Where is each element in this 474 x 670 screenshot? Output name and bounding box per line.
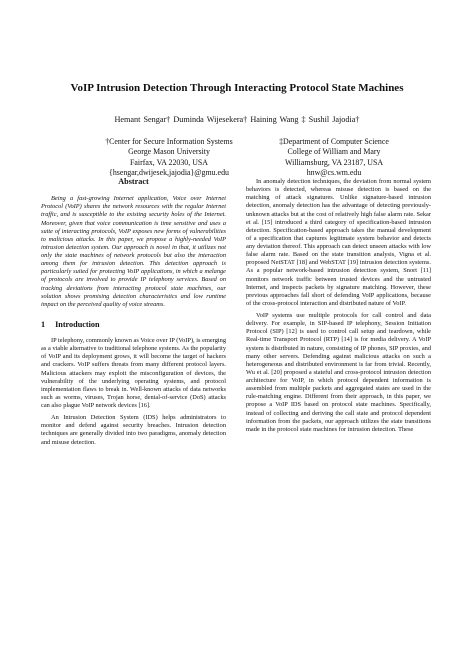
- affiliation-line: †Center for Secure Information Systems: [105, 137, 233, 146]
- section-title: Introduction: [55, 319, 100, 329]
- abstract-section: [41, 178, 226, 309]
- affiliation-line: ‡Department of Computer Science: [279, 137, 389, 146]
- section-number: 1: [41, 319, 46, 329]
- body-paragraph: IP telephony, commonly known as Voice over IP (VoIP), is emerging as a viable alternative to traditional telephone systems. As the popularity of VoIP and its deployment grows, it will become the target of hackers and crackers. VoIP suffers threats from many different protocol layers. Malicious attackers may exploit the misconfiguration of devices, the vulnerability of the underlying operating systems, and protocol implementation flaws to break in. Well-known attacks of data networks such as worms, viruses, Trojan horse, denial-of-service (DoS) attacks can also plague VoIP network devices [16].: [41, 337, 226, 409]
- author-list: Hemant Sengar† Duminda Wijesekera† Haining Wang ‡ Sushil Jajodia†: [114, 115, 360, 124]
- body-paragraph: An Intrusion Detection System (IDS) helps administrators to monitor and defend against security breaches. Intrusion detection techniques are generally divided into two paradigms, anomaly detection and misuse detection.: [41, 414, 226, 446]
- affiliation-line: College of William and Mary: [287, 147, 381, 157]
- section-heading-introduction: [41, 321, 226, 329]
- right-column: [246, 178, 431, 434]
- left-column: [41, 178, 226, 447]
- affiliation-line: Fairfax, VA 22030, USA: [130, 157, 208, 167]
- abstract-heading: Abstract: [118, 177, 149, 186]
- affiliation-line: George Mason University: [128, 147, 210, 157]
- abstract-text: Being a fast-growing Internet application, Voice over Internet Protocol (VoIP) shares the network resources with the regular Internet traffic, and is susceptible to the existing security holes of the Internet. Moreover, given that voice communication is time sensitive and uses a suite of interacting protocols, VoIP exposes new forms of vulnerabilities to malicious attacks. In this paper, we propose a highly-needed VoIP intrusion detection system. Our approach is novel in that, it utilizes not only the state machines of network protocols but also the interaction among them for intrusion detection. This detection approach is particularly suited for protecting VoIP applications, in which a melange of protocols are involved to provide IP telephony services. Based on tracking deviations from interacting protocol state machines, our solution shows promising detection characteristics and low runtime impact on the perceived quality of voice streams.: [41, 195, 226, 308]
- affiliation-wm: [244, 137, 424, 178]
- affiliation-line: Williamsburg, VA 23187, USA: [284, 157, 384, 167]
- affiliation-gmu: [74, 137, 264, 178]
- affiliation-email: {hsengar,dwijesek,jajodia}@gmu.edu: [109, 167, 229, 177]
- affiliation-email: hnw@cs.wm.edu: [306, 167, 362, 177]
- body-paragraph: In anomaly detection techniques, the deviation from normal system behaviors is detected, whereas misuse detection is based on the matching of attack signatures. Unlike signature-based intrusion detection, anomaly detection has the advantage of detecting previously-unknown attacks but at the cost of relatively high false alarm rate. Sekar et al. [15] introduced a third category of specification-based intrusion detection. Specification-based approach takes the manual development of a specification that captures legitimate system behavior and detects any deviation thereof. This approach can detect unseen attacks with low false alarm rate. Based on the state transition analysis, Vigna et al. proposed NetSTAT [18] and WebSTAT [19] intrusion detection systems. As a popular network-based intrusion detection system, Snort [11] monitors network traffic between trusted devices and the untrusted Internet, and inspects packets by signature matching. However, these previous approaches fall short of defending VoIP applications, because of the cross-protocol interaction and distributed nature of VoIP.: [246, 178, 431, 307]
- paper-title: VoIP Intrusion Detection Through Interacting Protocol State Machines: [70, 82, 404, 94]
- body-paragraph: VoIP systems use multiple protocols for call control and data delivery. For example, in SIP-based IP telephony, Session Initiation Protocol (SIP) [12] is used to control call setup and teardown, while Real-time Transport Protocol (RTP) [14] is for media delivery. A VoIP system is distributed in nature, consisting of IP phones, SIP proxies, and many other servers. Defending against malicious attacks on such a heterogeneous and distributed environment is far from trivial. Recently, Wu et al. [20] proposed a stateful and cross-protocol intrusion detection architecture for VoIP, in which protocol dependent information is assembled from multiple packets and aggregated states are used in the rule-matching engine. Different from their approach, in this paper, we propose a VoIP IDS based on protocol state machines. Specifically, instead of collecting and deriving the call state and protocol dependent information from the packets, our approach utilizes the state transitions made in the protocol state machines for intrusion detection. These: [246, 312, 431, 433]
